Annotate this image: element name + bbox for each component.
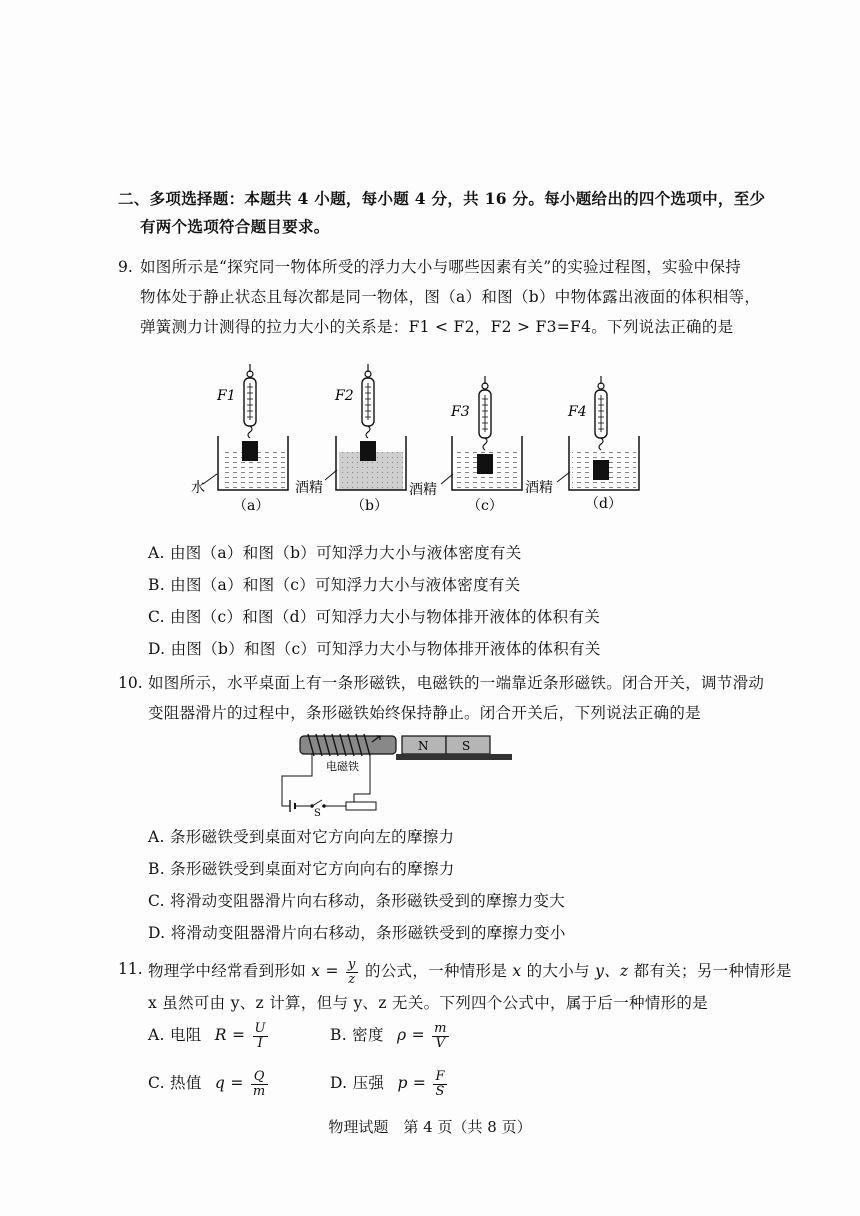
q11-line1-part-a: 物理学中经常看到形如	[148, 962, 307, 980]
q10-line2: 变阻器滑片的过程中，条形磁铁始终保持静止。闭合开关后，下列说法正确的是	[148, 704, 702, 722]
force-label-b: F2	[335, 388, 354, 404]
force-label-d: F4	[568, 404, 587, 420]
buoyancy-figure	[185, 360, 655, 520]
q9-number: 9.	[118, 258, 133, 276]
spring-scale-icon	[362, 364, 374, 438]
liquid-label-d: 酒精	[525, 480, 553, 496]
q11-var-yz: y、z	[595, 962, 629, 980]
q9-line1: 如图所示是“探究同一物体所受的浮力大小与哪些因素有关”的实验过程图，实验中保持	[140, 258, 742, 276]
switch-icon	[312, 800, 322, 806]
q10-option-a: A. 条形磁铁受到桌面对它方向向左的摩擦力	[148, 828, 455, 846]
liquid-label-a: 水	[191, 480, 205, 496]
caption-a: （a）	[233, 498, 270, 514]
q11-line1	[148, 956, 792, 987]
q9-line3: 弹簧测力计测得的拉力大小的关系是：F1 < F2，F2 > F3=F4。下列说法正确的是	[140, 318, 734, 336]
q9-option-c: C. 由图（c）和图（d）可知浮力大小与物体排开液体的体积有关	[148, 608, 601, 626]
section-title-line2: 有两个选项符合题目要求。	[140, 217, 330, 236]
section-title-line1: 二、多项选择题：本题共 4 小题，每小题 4 分，共 16 分。每小题给出的四个选项中，至少	[118, 189, 766, 208]
q11-option-a: A. 电阻 R = $\frac{U}{I}$	[148, 1020, 266, 1051]
caption-c: （c）	[467, 498, 503, 514]
spring-scale-icon	[244, 364, 256, 438]
q11-formula-den: z	[348, 971, 356, 987]
pole-n-label: N	[418, 739, 429, 753]
object-block	[360, 441, 376, 461]
q11-line1-part-d: 都有关；另一种情形是	[633, 962, 792, 980]
q11-option-d: D. 压强 p = $\frac{F}{S}$	[330, 1068, 445, 1099]
q10-option-b: B. 条形磁铁受到桌面对它方向向右的摩擦力	[148, 860, 455, 878]
rheostat-icon	[346, 802, 376, 810]
q9-line2: 物体处于静止状态且每次都是同一物体，图（a）和图（b）中物体露出液面的体积相等，	[140, 288, 761, 306]
page-footer: 物理试题 第 4 页（共 8 页）	[328, 1118, 532, 1136]
electromagnet-core	[300, 736, 396, 754]
q9-option-b: B. 由图（a）和图（c）可知浮力大小与液体密度有关	[148, 576, 521, 594]
q11-formula-fraction	[346, 958, 358, 987]
force-label-c: F3	[451, 404, 470, 420]
q11-formula-lhs: x =	[311, 962, 339, 980]
object-block	[593, 460, 609, 480]
panel-d	[525, 376, 639, 512]
q11-line1-part-c: 的大小与	[526, 962, 590, 980]
liquid-label-b: 酒精	[295, 480, 323, 496]
q10-option-c: C. 将滑动变阻器滑片向右移动，条形磁铁受到的摩擦力变大	[148, 892, 566, 910]
q11-var-x: x	[512, 962, 522, 980]
q11-option-b: B. 密度 ρ = $\frac{m}{V}$	[330, 1020, 447, 1051]
q11-option-c: C. 热值 q = $\frac{Q}{m}$	[148, 1068, 266, 1099]
electromagnet-figure	[276, 730, 516, 816]
switch-label: S	[314, 808, 321, 816]
q9-option-a: A. 由图（a）和图（b）可知浮力大小与液体密度有关	[148, 544, 522, 562]
panel-c	[409, 376, 522, 514]
spring-scale-icon	[479, 376, 491, 450]
q10-option-d: D. 将滑动变阻器滑片向右移动，条形磁铁受到的摩擦力变小	[148, 924, 566, 942]
q11-number: 11.	[118, 960, 143, 978]
q11-line1-part-b: 的公式，一种情形是	[364, 962, 508, 980]
q11-line2: x 虽然可由 y、z 计算，但与 y、z 无关。下列四个公式中，属于后一种情形的是	[148, 994, 709, 1012]
object-block	[477, 454, 493, 474]
panel-b	[295, 364, 406, 514]
object-block	[242, 441, 258, 461]
q10-number: 10.	[118, 674, 143, 692]
liquid-label-c: 酒精	[409, 482, 437, 498]
q9-option-d: D. 由图（b）和图（c）可知浮力大小与物体排开液体的体积有关	[148, 640, 601, 658]
caption-d: （d）	[585, 496, 622, 512]
q11-formula-num: y	[348, 956, 356, 972]
panel-a	[191, 364, 288, 514]
force-label-a: F1	[217, 388, 236, 404]
caption-b: （b）	[351, 498, 388, 514]
electromagnet-label: 电磁铁	[326, 760, 359, 773]
q10-line1: 如图所示，水平桌面上有一条形磁铁，电磁铁的一端靠近条形磁铁。闭合开关，调节滑动	[148, 674, 765, 692]
table-surface	[396, 754, 512, 760]
spring-scale-icon	[595, 376, 607, 450]
pole-s-label: S	[462, 739, 471, 753]
